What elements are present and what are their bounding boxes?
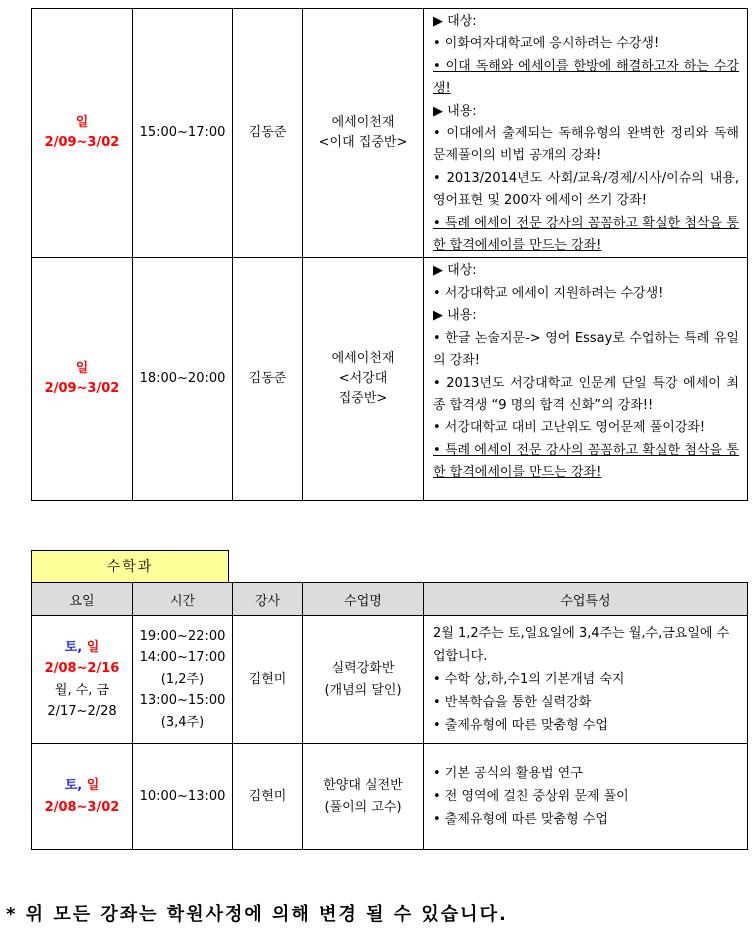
date-range: 2/08~3/02 <box>44 799 120 815</box>
time-cell: 15:00~17:00 <box>133 9 233 258</box>
features-cell <box>424 9 748 258</box>
day-label: 일 <box>75 115 89 131</box>
content-header: ▶ 내용: <box>433 308 477 324</box>
table-row <box>32 258 748 501</box>
feature-item: • 이대 독해와 에세이를 한방에 해결하고자 하는 수강생! <box>433 58 739 97</box>
feature-item: • 서강대학교 에세이 지원하려는 수강생! <box>433 285 664 301</box>
table-row <box>32 9 748 258</box>
time-cell: 18:00~20:00 <box>133 258 233 501</box>
feature-item: • 출제유형에 따른 맞춤형 수업 <box>433 812 608 827</box>
course-subtitle: <서강대 <box>338 371 388 387</box>
day-cell <box>32 9 133 258</box>
course-subtitle: <이대 집중반> <box>318 135 408 151</box>
math-schedule-table <box>31 582 748 850</box>
course-name: 에세이천재 <box>331 351 395 367</box>
feature-item: • 서강대학교 대비 고난위도 영어문제 풀이강좌! <box>433 420 706 436</box>
feature-item: • 이화여자대학교에 응시하려는 수강생! <box>433 36 660 52</box>
time-line: 14:00~17:00 <box>139 650 226 666</box>
time-line: 19:00~22:00 <box>139 628 226 644</box>
day-cell <box>32 744 133 850</box>
course-name: 실력강화반 <box>331 661 395 676</box>
table-row <box>32 744 748 850</box>
column-header-day: 요일 <box>32 583 133 616</box>
teacher-cell: 김현미 <box>233 616 303 744</box>
column-header-course: 수업명 <box>303 583 424 616</box>
feature-item: • 이대에서 출제되는 독해유형의 완벽한 정리와 독해 문제풀이의 비법 공개의 강좌! <box>433 126 739 164</box>
course-name: 한양대 실전반 <box>323 778 403 793</box>
course-cell <box>303 744 424 850</box>
date-range: 2/09~3/02 <box>44 135 120 151</box>
course-subtitle: (풀이의 고수) <box>324 799 402 815</box>
header-row <box>32 583 748 616</box>
time-line: (1,2주) <box>160 671 205 687</box>
day-label: 일 <box>75 361 89 377</box>
day-cell <box>32 616 133 744</box>
feature-item: • 전 영역에 걸친 중상위 문제 풀이 <box>433 789 629 804</box>
time-line: 13:00~15:00 <box>139 693 226 709</box>
teacher-cell: 김동준 <box>233 9 303 258</box>
feature-item: 2월 1,2주는 토,일요일에 3,4주는 월,수,금요일에 수업합니다. <box>433 626 730 664</box>
date-range: 2/17~2/28 <box>47 704 117 719</box>
target-header: ▶ 대상: <box>433 14 477 29</box>
time-line: (3,4주) <box>160 714 205 730</box>
features-cell <box>424 744 748 850</box>
teacher-cell: 김동준 <box>233 258 303 501</box>
feature-item: • 특례 에세이 전문 강사의 꼼꼼하고 확실한 첨삭을 통한 합격에세이를 만드는 강좌! <box>433 442 739 481</box>
date-range: 2/08~2/16 <box>44 661 120 676</box>
essay-schedule-table <box>31 8 748 501</box>
date-range: 2/09~3/02 <box>44 381 120 397</box>
feature-item: • 출제유형에 따른 맞춤형 수업 <box>433 718 608 733</box>
content-header: ▶ 내용: <box>433 103 477 119</box>
features-cell <box>424 258 748 501</box>
footer-notice: * 위 모든 강좌는 학원사정에 의해 변경 될 수 있습니다. <box>6 904 508 925</box>
teacher-cell: 김현미 <box>233 744 303 850</box>
day-label: 토, 일 <box>64 639 100 655</box>
course-name: 에세이천재 <box>331 115 395 131</box>
feature-item: • 한글 논술지문-> 영어 Essay로 수업하는 특례 유일의 강좌! <box>433 330 739 369</box>
course-subtitle: (개념의 달인) <box>324 682 402 698</box>
feature-item: • 반복학습을 통한 실력강화 <box>433 695 592 710</box>
time-cell: 10:00~13:00 <box>133 744 233 850</box>
time-cell <box>133 616 233 744</box>
column-header-features: 수업특성 <box>424 583 748 616</box>
day-label: 토, 일 <box>64 778 100 793</box>
feature-item: • 특례 에세이 전문 강사의 꼼꼼하고 확실한 첨삭을 통한 합격에세이를 만드는 강좌! <box>433 215 739 254</box>
target-header: ▶ 대상: <box>433 263 477 279</box>
column-header-time: 시간 <box>133 583 233 616</box>
section-tab-math: 수학과 <box>31 550 229 582</box>
table-row <box>32 616 748 744</box>
course-cell <box>303 9 424 258</box>
day-label: 월, 수, 금 <box>54 682 110 698</box>
column-header-teacher: 강사 <box>233 583 303 616</box>
course-subtitle: 집중반> <box>338 391 388 407</box>
features-cell <box>424 616 748 744</box>
course-cell <box>303 616 424 744</box>
feature-item: • 2013/2014년도 사회/교육/경제/시사/이슈의 내용, 영어표현 및 200자 에세이 쓰기 강좌! <box>433 170 739 209</box>
feature-item: • 기본 공식의 활용법 연구 <box>433 766 583 781</box>
day-cell <box>32 258 133 501</box>
feature-item: • 수학 상,하,수1의 기본개념 숙지 <box>433 672 625 687</box>
feature-item: • 2013년도 서강대학교 인문계 단일 특강 에세이 최종 합격생 “9 명의 합격 신화”의 강좌!! <box>433 375 739 413</box>
course-cell <box>303 258 424 501</box>
